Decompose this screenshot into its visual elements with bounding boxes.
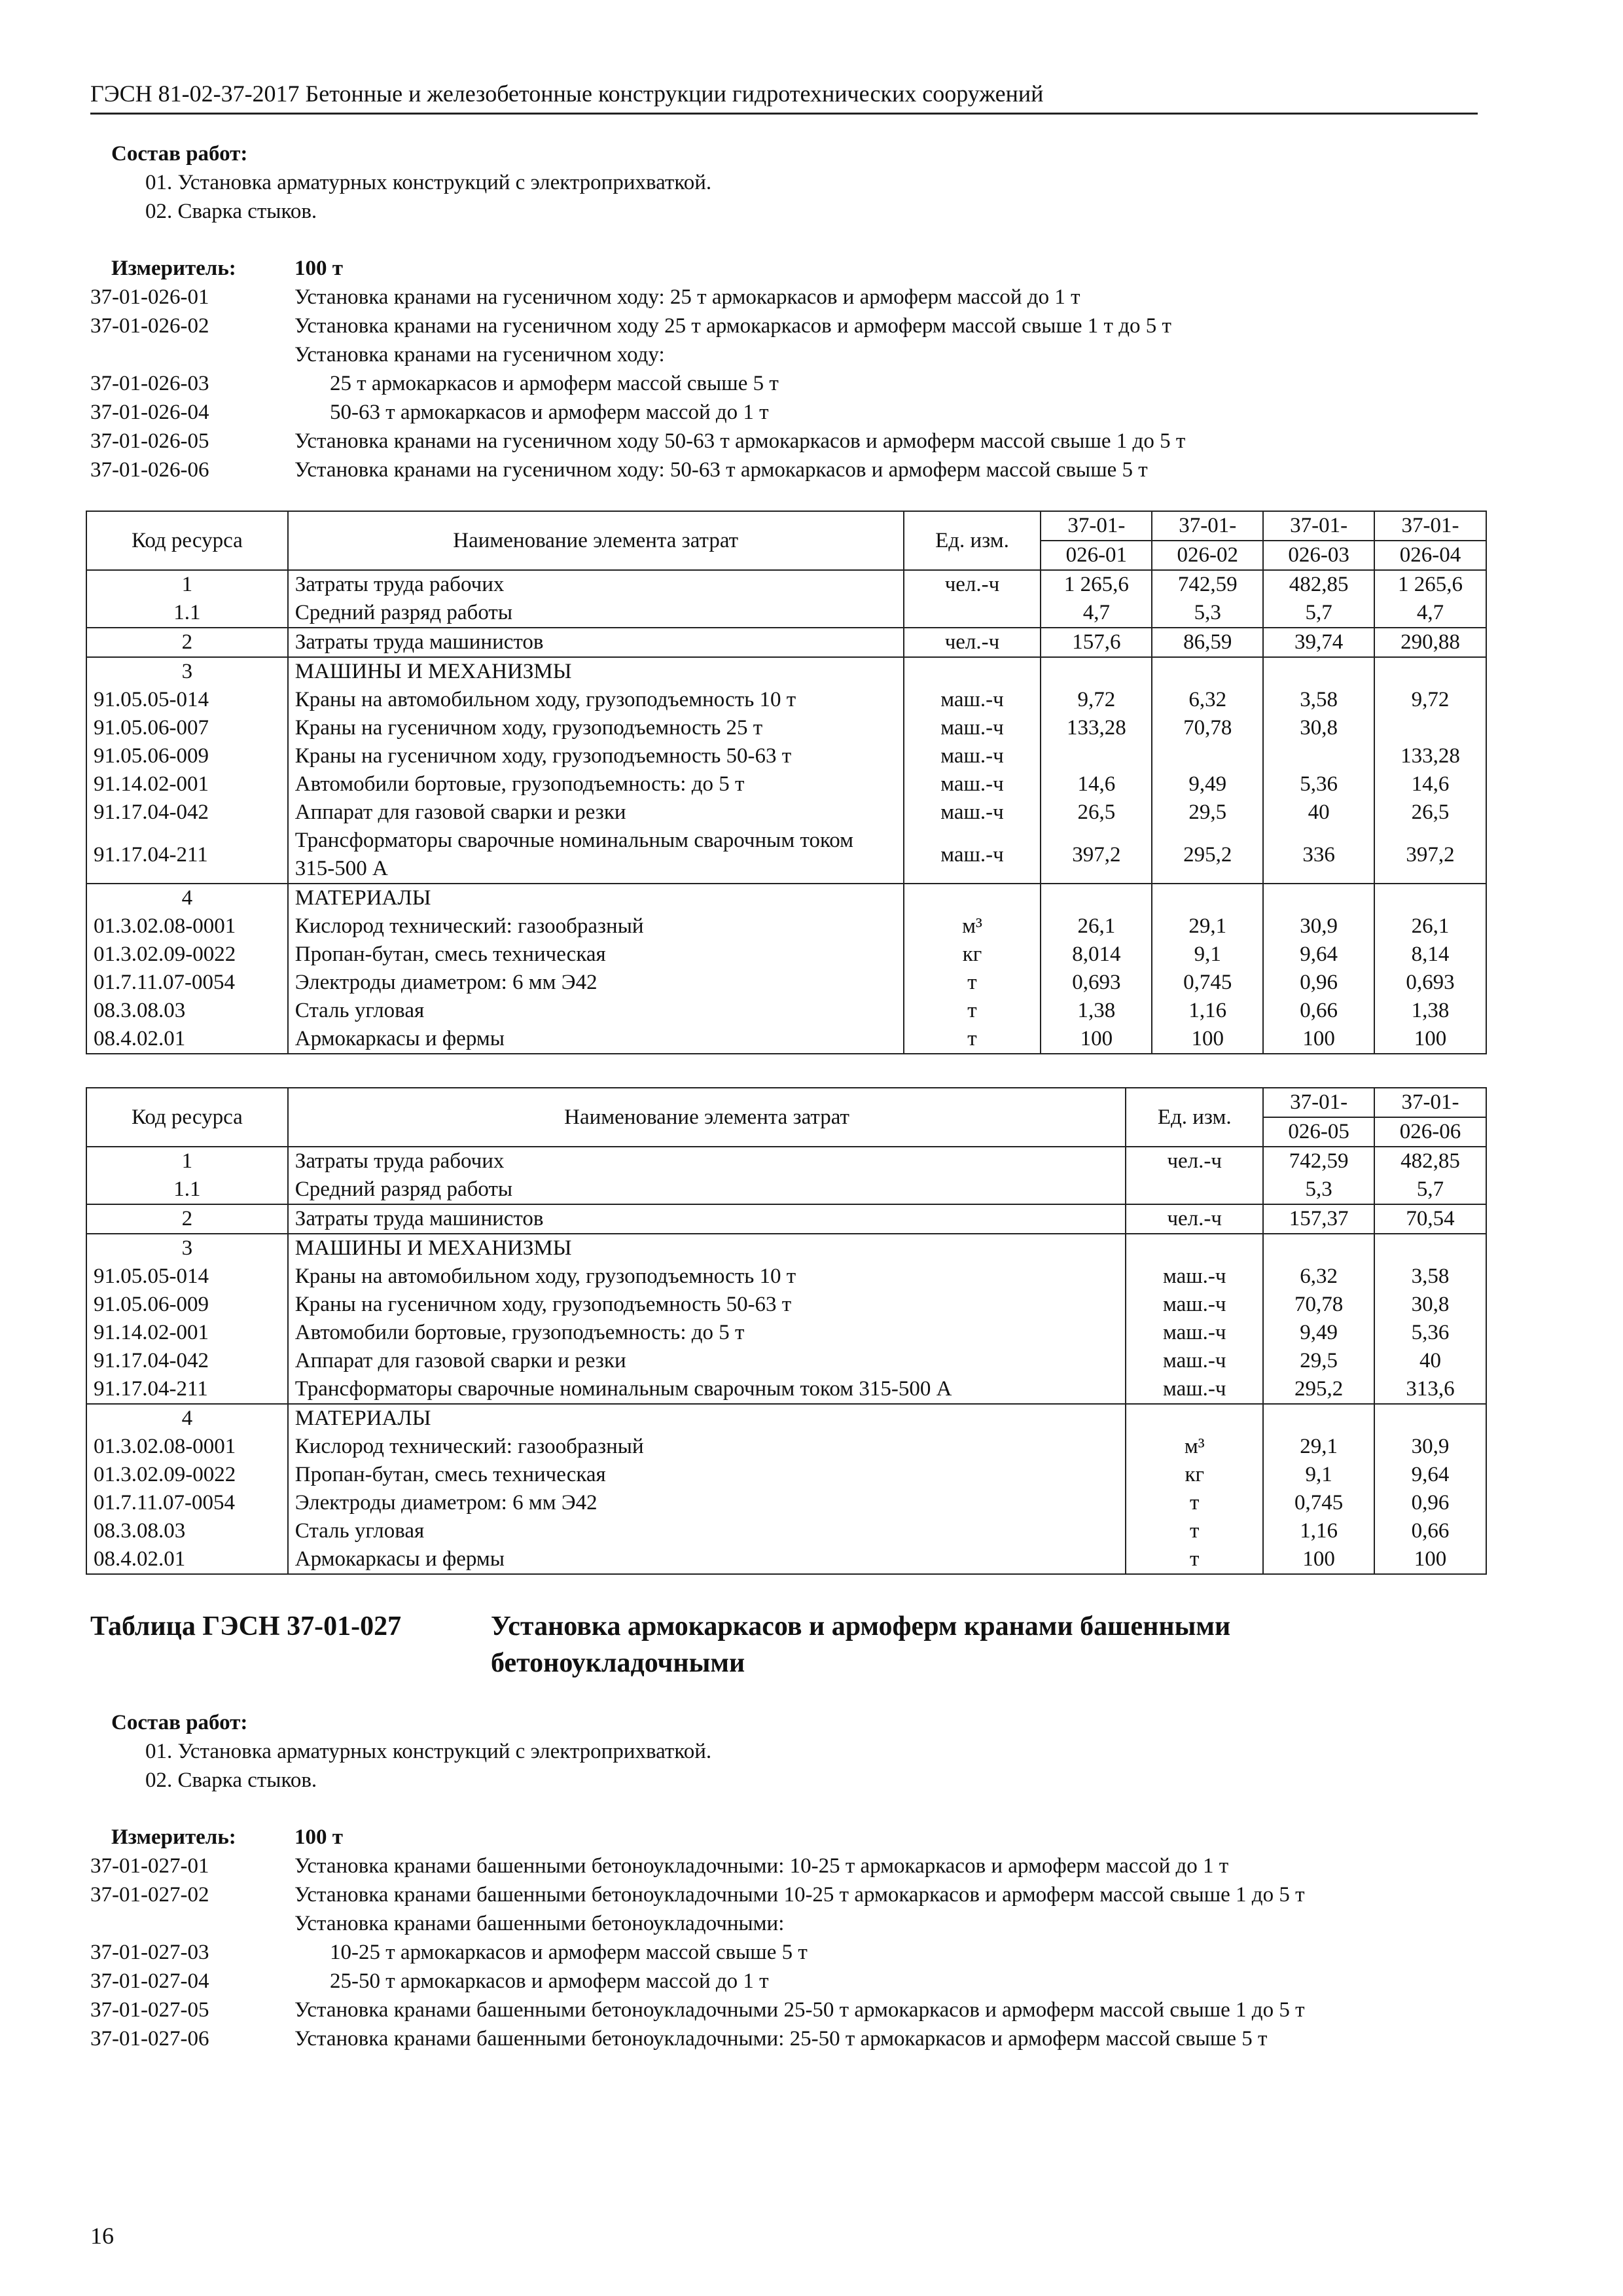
unit: маш.-ч bbox=[904, 742, 1041, 770]
table-row bbox=[86, 1175, 1486, 1204]
item-code bbox=[90, 340, 294, 369]
resource-code: 91.17.04-042 bbox=[86, 1347, 288, 1375]
resource-code: 01.7.11.07-0054 bbox=[86, 1489, 288, 1517]
value-cell: 1,16 bbox=[1263, 1517, 1374, 1545]
value-cell: 3,58 bbox=[1374, 1263, 1486, 1291]
table-row bbox=[86, 1375, 1486, 1404]
table-row bbox=[86, 798, 1486, 827]
value-cell: 0,66 bbox=[1263, 997, 1374, 1025]
cost-element-name: Затраты труда машинистов bbox=[288, 628, 904, 657]
table-row bbox=[86, 1517, 1486, 1545]
list-item bbox=[90, 340, 1504, 369]
value-cell bbox=[1263, 884, 1374, 912]
value-cell: 1,38 bbox=[1041, 997, 1152, 1025]
cost-element-name: МАШИНЫ И МЕХАНИЗМЫ bbox=[288, 1234, 1126, 1263]
table-row bbox=[86, 969, 1486, 997]
value-cell bbox=[1263, 1404, 1374, 1433]
resource-code: 91.05.05-014 bbox=[86, 1263, 288, 1291]
unit: т bbox=[1126, 1489, 1263, 1517]
table-row bbox=[86, 1461, 1486, 1489]
item-text: Установка кранами башенными бетоноукладочными 10-25 т армокаркасов и армоферм массой свыше 1 до 5 т bbox=[294, 1883, 1305, 1907]
unit: маш.-ч bbox=[1126, 1263, 1263, 1291]
value-cell: 100 bbox=[1263, 1025, 1374, 1054]
table-name: Установка армокаркасов и армоферм кранами башенными бетоноукладочными bbox=[491, 1611, 1231, 1678]
value-cell bbox=[1152, 742, 1263, 770]
resource-code: 91.14.02-001 bbox=[86, 1319, 288, 1347]
value-cell bbox=[1374, 1234, 1486, 1263]
header-col: 37-01- 026-01 bbox=[1041, 511, 1152, 570]
value-cell: 290,88 bbox=[1374, 628, 1486, 657]
unit: маш.-ч bbox=[904, 714, 1041, 742]
value-cell: 133,28 bbox=[1041, 714, 1152, 742]
value-cell: 26,1 bbox=[1041, 912, 1152, 941]
unit: маш.-ч bbox=[904, 798, 1041, 827]
item-text: Установка кранами на гусеничном ходу: 25 т армокаркасов и армоферм массой до 1 т bbox=[294, 285, 1080, 309]
header-unit: Ед. изм. bbox=[904, 511, 1041, 570]
value-cell: 8,014 bbox=[1041, 941, 1152, 969]
work-item: 02. Сварка стыков. bbox=[145, 1768, 317, 1792]
meter-value: 100 т bbox=[294, 257, 343, 280]
value-cell: 29,5 bbox=[1263, 1347, 1374, 1375]
page-number: 16 bbox=[90, 2223, 114, 2249]
resource-table-1 bbox=[86, 511, 1487, 1054]
list-item bbox=[90, 2024, 1530, 2053]
item-code: 37-01-026-04 bbox=[90, 401, 209, 424]
value-cell: 70,78 bbox=[1263, 1291, 1374, 1319]
header-col: 37-01- 026-02 bbox=[1152, 511, 1263, 570]
item-text: Установка кранами башенными бетоноукладочными 25-50 т армокаркасов и армоферм массой свыше 1 до 5 т bbox=[294, 1998, 1305, 2022]
table-row bbox=[86, 770, 1486, 798]
running-header: ГЭСН 81-02-37-2017 Бетонные и железобетонные конструкции гидротехнических сооружений bbox=[90, 77, 1478, 115]
unit: кг bbox=[904, 941, 1041, 969]
unit: маш.-ч bbox=[1126, 1319, 1263, 1347]
unit: м³ bbox=[1126, 1433, 1263, 1461]
value-cell: 9,49 bbox=[1152, 770, 1263, 798]
resource-code: 2 bbox=[86, 1204, 288, 1234]
resource-code: 91.17.04-042 bbox=[86, 798, 288, 827]
value-cell: 0,96 bbox=[1263, 969, 1374, 997]
value-cell: 336 bbox=[1263, 827, 1374, 884]
unit bbox=[904, 657, 1041, 686]
unit: т bbox=[904, 1025, 1041, 1054]
cost-element-name: Армокаркасы и фермы bbox=[288, 1025, 904, 1054]
resource-table-2 bbox=[86, 1087, 1487, 1575]
list-item bbox=[90, 398, 1504, 427]
value-cell: 100 bbox=[1374, 1545, 1486, 1574]
table-row bbox=[86, 1347, 1486, 1375]
table-row bbox=[86, 599, 1486, 628]
resource-code: 91.05.06-009 bbox=[86, 742, 288, 770]
unit bbox=[1126, 1175, 1263, 1204]
value-cell: 5,36 bbox=[1263, 770, 1374, 798]
item-code: 37-01-027-06 bbox=[90, 2027, 209, 2051]
value-cell: 29,5 bbox=[1152, 798, 1263, 827]
item-text: Установка кранами на гусеничном ходу 25 т армокаркасов и армоферм массой свыше 1 т до 5 т bbox=[294, 314, 1171, 338]
table-row bbox=[86, 1404, 1486, 1433]
unit: т bbox=[1126, 1517, 1263, 1545]
value-cell: 397,2 bbox=[1374, 827, 1486, 884]
value-cell: 26,1 bbox=[1374, 912, 1486, 941]
resource-code: 4 bbox=[86, 1404, 288, 1433]
value-cell bbox=[1374, 714, 1486, 742]
item-code: 37-01-027-04 bbox=[90, 1969, 209, 1993]
resource-code: 08.4.02.01 bbox=[86, 1545, 288, 1574]
value-cell: 29,1 bbox=[1152, 912, 1263, 941]
work-item: 01. Установка арматурных конструкций с электроприхваткой. bbox=[145, 171, 712, 194]
value-cell: 133,28 bbox=[1374, 742, 1486, 770]
value-cell: 100 bbox=[1041, 1025, 1152, 1054]
table-row bbox=[86, 1545, 1486, 1574]
cost-element-name: Краны на гусеничном ходу, грузоподъемность 50-63 т bbox=[288, 742, 904, 770]
cost-element-name: Сталь угловая bbox=[288, 997, 904, 1025]
cost-element-name: Армокаркасы и фермы bbox=[288, 1545, 1126, 1574]
unit bbox=[904, 884, 1041, 912]
table-row bbox=[86, 1433, 1486, 1461]
cost-element-name: Электроды диаметром: 6 мм Э42 bbox=[288, 1489, 1126, 1517]
cost-element-name: МАШИНЫ И МЕХАНИЗМЫ bbox=[288, 657, 904, 686]
list-item bbox=[90, 1938, 1530, 1967]
table-row bbox=[86, 827, 1486, 884]
item-text: Установка кранами на гусеничном ходу: 50-63 т армокаркасов и армоферм массой свыше 5 т bbox=[294, 458, 1148, 482]
value-cell: 30,8 bbox=[1263, 714, 1374, 742]
resource-code: 3 bbox=[86, 1234, 288, 1263]
value-cell: 0,693 bbox=[1374, 969, 1486, 997]
unit: маш.-ч bbox=[904, 827, 1041, 884]
meter-label: Измеритель: bbox=[111, 257, 236, 280]
value-cell bbox=[1041, 742, 1152, 770]
item-code: 37-01-026-05 bbox=[90, 429, 209, 453]
value-cell: 14,6 bbox=[1041, 770, 1152, 798]
value-cell: 40 bbox=[1263, 798, 1374, 827]
value-cell: 6,32 bbox=[1263, 1263, 1374, 1291]
value-cell: 100 bbox=[1152, 1025, 1263, 1054]
value-cell: 742,59 bbox=[1263, 1147, 1374, 1175]
table-row bbox=[86, 884, 1486, 912]
value-cell bbox=[1374, 657, 1486, 686]
value-cell: 157,6 bbox=[1041, 628, 1152, 657]
value-cell: 70,78 bbox=[1152, 714, 1263, 742]
unit: м³ bbox=[904, 912, 1041, 941]
unit: маш.-ч bbox=[1126, 1375, 1263, 1404]
meter-value: 100 т bbox=[294, 1825, 343, 1849]
resource-code: 91.17.04-211 bbox=[86, 827, 288, 884]
value-cell: 9,64 bbox=[1374, 1461, 1486, 1489]
cost-element-name: Краны на автомобильном ходу, грузоподъемность 10 т bbox=[288, 686, 904, 714]
cost-element-name: Аппарат для газовой сварки и резки bbox=[288, 1347, 1126, 1375]
value-cell: 100 bbox=[1374, 1025, 1486, 1054]
item-text: 50-63 т армокаркасов и армоферм массой до 1 т bbox=[330, 401, 769, 424]
value-cell: 5,3 bbox=[1152, 599, 1263, 628]
item-code bbox=[90, 1909, 294, 1938]
list-item bbox=[90, 1996, 1530, 2024]
value-cell: 9,1 bbox=[1152, 941, 1263, 969]
value-cell: 0,745 bbox=[1152, 969, 1263, 997]
value-cell bbox=[1041, 884, 1152, 912]
resource-code: 08.4.02.01 bbox=[86, 1025, 288, 1054]
item-code: 37-01-026-02 bbox=[90, 314, 209, 338]
item-code: 37-01-027-03 bbox=[90, 1941, 209, 1964]
item-text: 25 т армокаркасов и армоферм массой свыше 5 т bbox=[330, 372, 779, 395]
value-cell: 0,693 bbox=[1041, 969, 1152, 997]
value-cell: 482,85 bbox=[1374, 1147, 1486, 1175]
unit: чел.-ч bbox=[904, 570, 1041, 599]
item-code: 37-01-027-02 bbox=[90, 1883, 209, 1907]
list-item bbox=[90, 1967, 1530, 1996]
cost-element-name: Автомобили бортовые, грузоподъемность: до 5 т bbox=[288, 770, 904, 798]
value-cell: 5,7 bbox=[1263, 599, 1374, 628]
cost-element-name: Затраты труда рабочих bbox=[288, 570, 904, 599]
table-row bbox=[86, 912, 1486, 941]
header-code: Код ресурса bbox=[86, 511, 288, 570]
resource-code: 08.3.08.03 bbox=[86, 997, 288, 1025]
resource-code: 91.05.06-009 bbox=[86, 1291, 288, 1319]
value-cell bbox=[1152, 657, 1263, 686]
meter-list-2 bbox=[90, 1823, 1530, 2053]
cost-element-name: Кислород технический: газообразный bbox=[288, 912, 904, 941]
value-cell: 86,59 bbox=[1152, 628, 1263, 657]
resource-code: 1 bbox=[86, 570, 288, 599]
header-col: 37-01- 026-06 bbox=[1374, 1088, 1486, 1147]
cost-element-name: Сталь угловая bbox=[288, 1517, 1126, 1545]
table-row bbox=[86, 1263, 1486, 1291]
value-cell: 30,9 bbox=[1263, 912, 1374, 941]
work-composition-2 bbox=[111, 1708, 711, 1795]
item-code: 37-01-027-01 bbox=[90, 1854, 209, 1878]
value-cell: 295,2 bbox=[1152, 827, 1263, 884]
cost-element-name: Краны на автомобильном ходу, грузоподъемность 10 т bbox=[288, 1263, 1126, 1291]
value-cell: 100 bbox=[1263, 1545, 1374, 1574]
cost-element-name: Кислород технический: газообразный bbox=[288, 1433, 1126, 1461]
value-cell bbox=[1152, 884, 1263, 912]
table-row bbox=[86, 1204, 1486, 1234]
cost-element-name: Трансформаторы сварочные номинальным сварочным током 315-500 А bbox=[288, 827, 904, 884]
unit: маш.-ч bbox=[904, 770, 1041, 798]
header-col: 37-01- 026-05 bbox=[1263, 1088, 1374, 1147]
table-row bbox=[86, 714, 1486, 742]
table-row bbox=[86, 742, 1486, 770]
table-row bbox=[86, 997, 1486, 1025]
unit: чел.-ч bbox=[1126, 1204, 1263, 1234]
value-cell: 29,1 bbox=[1263, 1433, 1374, 1461]
value-cell bbox=[1041, 657, 1152, 686]
cost-element-name: Пропан-бутан, смесь техническая bbox=[288, 1461, 1126, 1489]
value-cell: 397,2 bbox=[1041, 827, 1152, 884]
value-cell bbox=[1263, 742, 1374, 770]
value-cell: 5,36 bbox=[1374, 1319, 1486, 1347]
header-col: 37-01- 026-04 bbox=[1374, 511, 1486, 570]
value-cell: 26,5 bbox=[1041, 798, 1152, 827]
item-text: 10-25 т армокаркасов и армоферм массой свыше 5 т bbox=[330, 1941, 808, 1964]
unit: чел.-ч bbox=[1126, 1147, 1263, 1175]
unit: т bbox=[904, 969, 1041, 997]
value-cell: 482,85 bbox=[1263, 570, 1374, 599]
resource-code: 2 bbox=[86, 628, 288, 657]
value-cell: 9,72 bbox=[1041, 686, 1152, 714]
cost-element-name: Трансформаторы сварочные номинальным сварочным током 315-500 А bbox=[288, 1375, 1126, 1404]
unit: т bbox=[1126, 1545, 1263, 1574]
value-cell: 9,49 bbox=[1263, 1319, 1374, 1347]
list-item bbox=[90, 1880, 1530, 1909]
value-cell: 30,9 bbox=[1374, 1433, 1486, 1461]
table-row bbox=[86, 570, 1486, 599]
table-row bbox=[86, 1147, 1486, 1175]
resource-code: 91.17.04-211 bbox=[86, 1375, 288, 1404]
value-cell: 4,7 bbox=[1041, 599, 1152, 628]
item-text: Установка кранами башенными бетоноукладочными: 10-25 т армокаркасов и армоферм массой до 1 т bbox=[294, 1854, 1229, 1878]
cost-element-name: Пропан-бутан, смесь техническая bbox=[288, 941, 904, 969]
value-cell: 313,6 bbox=[1374, 1375, 1486, 1404]
table-row bbox=[86, 1234, 1486, 1263]
value-cell: 9,72 bbox=[1374, 686, 1486, 714]
value-cell: 5,7 bbox=[1374, 1175, 1486, 1204]
header-col: 37-01- 026-03 bbox=[1263, 511, 1374, 570]
value-cell: 157,37 bbox=[1263, 1204, 1374, 1234]
item-text: Установка кранами на гусеничном ходу: bbox=[294, 343, 665, 367]
value-cell: 9,64 bbox=[1263, 941, 1374, 969]
value-cell: 0,66 bbox=[1374, 1517, 1486, 1545]
cost-element-name: МАТЕРИАЛЫ bbox=[288, 1404, 1126, 1433]
work-composition-title: Состав работ: bbox=[111, 142, 248, 166]
unit: кг bbox=[1126, 1461, 1263, 1489]
list-item bbox=[90, 1852, 1530, 1880]
resource-code: 01.3.02.09-0022 bbox=[86, 1461, 288, 1489]
header-name: Наименование элемента затрат bbox=[288, 1088, 1126, 1147]
cost-element-name: Затраты труда машинистов bbox=[288, 1204, 1126, 1234]
list-item bbox=[90, 1909, 1530, 1938]
work-item: 01. Установка арматурных конструкций с электроприхваткой. bbox=[145, 1740, 712, 1763]
value-cell: 3,58 bbox=[1263, 686, 1374, 714]
list-item bbox=[90, 456, 1504, 484]
resource-code: 01.3.02.08-0001 bbox=[86, 1433, 288, 1461]
header-name: Наименование элемента затрат bbox=[288, 511, 904, 570]
value-cell: 742,59 bbox=[1152, 570, 1263, 599]
item-code: 37-01-026-06 bbox=[90, 458, 209, 482]
item-text: Установка кранами башенными бетоноукладочными: 25-50 т армокаркасов и армоферм массой свыше 5 т bbox=[294, 2027, 1268, 2051]
work-item: 02. Сварка стыков. bbox=[145, 200, 317, 223]
resource-code: 91.05.06-007 bbox=[86, 714, 288, 742]
unit: чел.-ч bbox=[904, 628, 1041, 657]
list-item bbox=[90, 369, 1504, 398]
value-cell: 8,14 bbox=[1374, 941, 1486, 969]
unit bbox=[904, 599, 1041, 628]
work-composition-title: Состав работ: bbox=[111, 1711, 248, 1734]
resource-code: 1.1 bbox=[86, 1175, 288, 1204]
resource-code: 01.3.02.09-0022 bbox=[86, 941, 288, 969]
table-row bbox=[86, 1025, 1486, 1054]
item-code: 37-01-026-03 bbox=[90, 372, 209, 395]
item-text: Установка кранами башенными бетоноукладочными: bbox=[294, 1912, 785, 1935]
cost-element-name: Краны на гусеничном ходу, грузоподъемность 25 т bbox=[288, 714, 904, 742]
meter-list-1 bbox=[90, 254, 1504, 484]
unit: т bbox=[904, 997, 1041, 1025]
value-cell bbox=[1263, 1234, 1374, 1263]
resource-code: 01.7.11.07-0054 bbox=[86, 969, 288, 997]
value-cell: 0,96 bbox=[1374, 1489, 1486, 1517]
item-code: 37-01-027-05 bbox=[90, 1998, 209, 2022]
cost-element-name: Краны на гусеничном ходу, грузоподъемность 50-63 т bbox=[288, 1291, 1126, 1319]
unit bbox=[1126, 1404, 1263, 1433]
item-text: Установка кранами на гусеничном ходу 50-63 т армокаркасов и армоферм массой свыше 1 до 5 т bbox=[294, 429, 1186, 453]
meter-label: Измеритель: bbox=[111, 1825, 236, 1849]
value-cell: 26,5 bbox=[1374, 798, 1486, 827]
table-row bbox=[86, 686, 1486, 714]
list-item bbox=[90, 283, 1504, 312]
resource-code: 3 bbox=[86, 657, 288, 686]
table-header-row bbox=[86, 1088, 1486, 1147]
unit bbox=[1126, 1234, 1263, 1263]
value-cell: 9,1 bbox=[1263, 1461, 1374, 1489]
value-cell: 5,3 bbox=[1263, 1175, 1374, 1204]
cost-element-name: Автомобили бортовые, грузоподъемность: до 5 т bbox=[288, 1319, 1126, 1347]
table-row bbox=[86, 1319, 1486, 1347]
unit: маш.-ч bbox=[1126, 1347, 1263, 1375]
value-cell: 40 bbox=[1374, 1347, 1486, 1375]
table-row bbox=[86, 1489, 1486, 1517]
cost-element-name: Затраты труда рабочих bbox=[288, 1147, 1126, 1175]
table-header-row bbox=[86, 511, 1486, 570]
list-item bbox=[90, 427, 1504, 456]
resource-code: 1 bbox=[86, 1147, 288, 1175]
resource-code: 01.3.02.08-0001 bbox=[86, 912, 288, 941]
resource-code: 08.3.08.03 bbox=[86, 1517, 288, 1545]
unit: маш.-ч bbox=[1126, 1291, 1263, 1319]
item-code: 37-01-026-01 bbox=[90, 285, 209, 309]
meter-row bbox=[90, 1823, 1530, 1852]
value-cell: 6,32 bbox=[1152, 686, 1263, 714]
value-cell: 30,8 bbox=[1374, 1291, 1486, 1319]
value-cell: 39,74 bbox=[1263, 628, 1374, 657]
meter-row bbox=[90, 254, 1504, 283]
resource-code: 91.14.02-001 bbox=[86, 770, 288, 798]
list-item bbox=[90, 312, 1504, 340]
value-cell: 0,745 bbox=[1263, 1489, 1374, 1517]
cost-element-name: МАТЕРИАЛЫ bbox=[288, 884, 904, 912]
cost-element-name: Электроды диаметром: 6 мм Э42 bbox=[288, 969, 904, 997]
value-cell: 4,7 bbox=[1374, 599, 1486, 628]
value-cell: 295,2 bbox=[1263, 1375, 1374, 1404]
value-cell: 70,54 bbox=[1374, 1204, 1486, 1234]
header-code: Код ресурса bbox=[86, 1088, 288, 1147]
unit: маш.-ч bbox=[904, 686, 1041, 714]
value-cell: 1 265,6 bbox=[1374, 570, 1486, 599]
resource-code: 4 bbox=[86, 884, 288, 912]
value-cell: 1 265,6 bbox=[1041, 570, 1152, 599]
value-cell: 1,38 bbox=[1374, 997, 1486, 1025]
resource-code: 1.1 bbox=[86, 599, 288, 628]
value-cell bbox=[1374, 884, 1486, 912]
item-text: 25-50 т армокаркасов и армоферм массой до 1 т bbox=[330, 1969, 769, 1993]
cost-element-name: Аппарат для газовой сварки и резки bbox=[288, 798, 904, 827]
table-row bbox=[86, 1291, 1486, 1319]
value-cell bbox=[1263, 657, 1374, 686]
cost-element-name: Средний разряд работы bbox=[288, 1175, 1126, 1204]
table-row bbox=[86, 657, 1486, 686]
table-row bbox=[86, 941, 1486, 969]
work-composition-1 bbox=[111, 139, 711, 226]
value-cell: 1,16 bbox=[1152, 997, 1263, 1025]
resource-code: 91.05.05-014 bbox=[86, 686, 288, 714]
table-number: Таблица ГЭСН 37-01-027 bbox=[90, 1611, 402, 1641]
header-unit: Ед. изм. bbox=[1126, 1088, 1263, 1147]
cost-element-name: Средний разряд работы bbox=[288, 599, 904, 628]
value-cell: 14,6 bbox=[1374, 770, 1486, 798]
value-cell bbox=[1374, 1404, 1486, 1433]
table-row bbox=[86, 628, 1486, 657]
